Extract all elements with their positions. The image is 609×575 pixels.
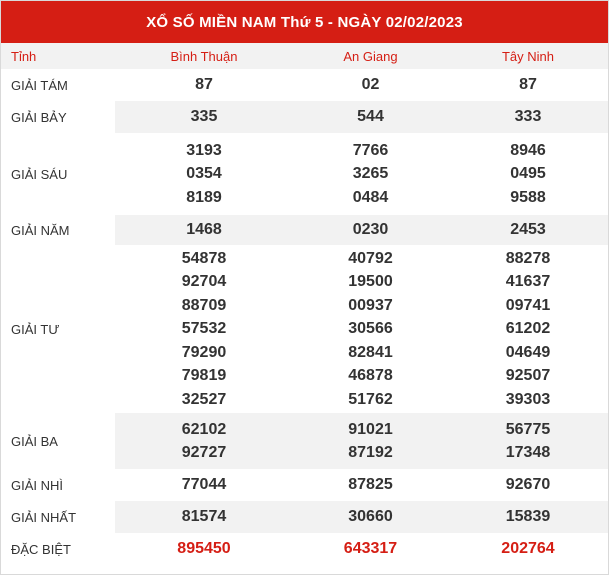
result-cell xyxy=(448,215,608,245)
result-number: 39303 xyxy=(505,390,551,408)
prize-label: GIẢI NHẤT xyxy=(1,501,115,533)
result-number: 41637 xyxy=(505,273,551,291)
result-cell xyxy=(115,501,293,533)
result-number: 19500 xyxy=(348,273,393,291)
result-number: 56775 xyxy=(505,420,551,438)
result-number: 61202 xyxy=(505,320,551,338)
result-number: 17348 xyxy=(505,444,551,461)
result-number: 15839 xyxy=(505,508,551,526)
result-cell xyxy=(448,413,608,469)
result-number: 88278 xyxy=(505,249,551,267)
result-number: 87192 xyxy=(348,444,393,461)
result-number: 79290 xyxy=(181,343,227,361)
result-number: 51762 xyxy=(348,390,393,408)
result-number: 30660 xyxy=(348,508,393,526)
result-number: 09741 xyxy=(505,296,551,314)
result-cell xyxy=(293,245,448,413)
result-number: 3193 xyxy=(186,141,222,159)
result-number: 81574 xyxy=(181,508,227,526)
result-number: 91021 xyxy=(348,420,393,438)
results-table xyxy=(1,43,608,565)
prize-label: GIẢI TÁM xyxy=(11,77,68,93)
prize-label: GIẢI BẢY xyxy=(1,101,115,133)
result-number: 333 xyxy=(514,108,542,126)
result-number: 88709 xyxy=(181,296,227,314)
result-cell xyxy=(448,69,608,101)
result-number: 87 xyxy=(519,76,537,94)
result-number: 87 xyxy=(195,76,213,94)
result-number: 8189 xyxy=(186,188,222,206)
result-number: 40792 xyxy=(348,249,393,267)
result-cell xyxy=(448,133,608,215)
special-prize-number: 643317 xyxy=(343,540,398,558)
result-cell xyxy=(293,69,448,101)
result-cell xyxy=(293,533,448,565)
prize-row xyxy=(1,469,608,501)
result-number: 87825 xyxy=(348,476,393,494)
result-cell xyxy=(448,469,608,501)
result-cell xyxy=(115,69,293,101)
result-cell xyxy=(115,533,293,565)
result-number: 2453 xyxy=(510,221,546,239)
result-number: 62102 xyxy=(181,420,227,438)
result-number: 3265 xyxy=(352,165,389,183)
result-cell xyxy=(115,133,293,215)
prize-row xyxy=(1,69,608,101)
result-number: 0354 xyxy=(186,165,222,183)
result-cell xyxy=(448,533,608,565)
province-header[interactable]: Bình Thuận xyxy=(115,43,293,69)
prize-row xyxy=(1,533,608,565)
result-number: 02 xyxy=(361,76,380,94)
province-header[interactable]: Tây Ninh xyxy=(448,43,608,69)
result-number: 77044 xyxy=(181,476,227,494)
result-number: 335 xyxy=(190,108,218,126)
result-cell xyxy=(115,469,293,501)
result-number: 92670 xyxy=(505,476,551,494)
prize-row xyxy=(1,133,608,215)
prize-rows xyxy=(1,69,608,565)
table-header-row xyxy=(1,43,608,69)
result-number: 00937 xyxy=(348,296,393,314)
result-number: 92704 xyxy=(181,273,227,291)
result-cell xyxy=(115,413,293,469)
result-number: 79819 xyxy=(181,367,227,385)
result-cell xyxy=(448,245,608,413)
result-cell xyxy=(448,501,608,533)
result-number: 9588 xyxy=(510,188,546,206)
result-number: 0484 xyxy=(352,188,389,206)
result-number: 544 xyxy=(357,108,384,126)
province-header[interactable]: An Giang xyxy=(293,43,448,69)
result-number: 32527 xyxy=(181,390,227,408)
result-cell xyxy=(293,101,448,133)
result-number: 8946 xyxy=(510,141,546,159)
prize-row xyxy=(1,101,608,133)
result-number: 0230 xyxy=(352,221,389,239)
result-cell xyxy=(293,413,448,469)
prize-label: GIẢI BA xyxy=(1,413,115,469)
prize-label: GIẢI NĂM xyxy=(1,215,115,245)
result-cell xyxy=(293,469,448,501)
result-number: 1468 xyxy=(186,221,222,239)
result-cell xyxy=(293,215,448,245)
result-number: 46878 xyxy=(348,367,393,385)
result-number: 92727 xyxy=(181,444,227,461)
result-cell xyxy=(115,245,293,413)
result-cell xyxy=(293,501,448,533)
result-number: 7766 xyxy=(352,141,389,159)
result-number: 30566 xyxy=(348,320,393,338)
result-cell xyxy=(448,101,608,133)
result-cell xyxy=(293,133,448,215)
result-number: 82841 xyxy=(348,343,393,361)
result-number: 92507 xyxy=(505,367,551,385)
special-prize-number: 202764 xyxy=(501,540,555,558)
results-title: XỔ SỐ MIỀN NAM Thứ 5 - NGÀY 02/02/2023 xyxy=(1,1,608,43)
result-number: 04649 xyxy=(505,343,551,361)
prize-label: GIẢI TƯ xyxy=(11,321,60,337)
prize-row xyxy=(1,501,608,533)
result-number: 57532 xyxy=(181,320,227,338)
prize-label: GIẢI NHÌ xyxy=(11,477,64,493)
result-cell xyxy=(115,215,293,245)
result-cell xyxy=(115,101,293,133)
prize-label: GIẢI SÁU xyxy=(11,166,68,182)
prize-row xyxy=(1,413,608,469)
prize-column-header: Tỉnh xyxy=(1,43,115,69)
result-number: 54878 xyxy=(181,249,227,267)
prize-label: ĐẶC BIỆT xyxy=(11,541,71,557)
special-prize-number: 895450 xyxy=(177,540,231,558)
prize-row xyxy=(1,245,608,413)
result-number: 0495 xyxy=(510,165,546,183)
prize-row xyxy=(1,215,608,245)
